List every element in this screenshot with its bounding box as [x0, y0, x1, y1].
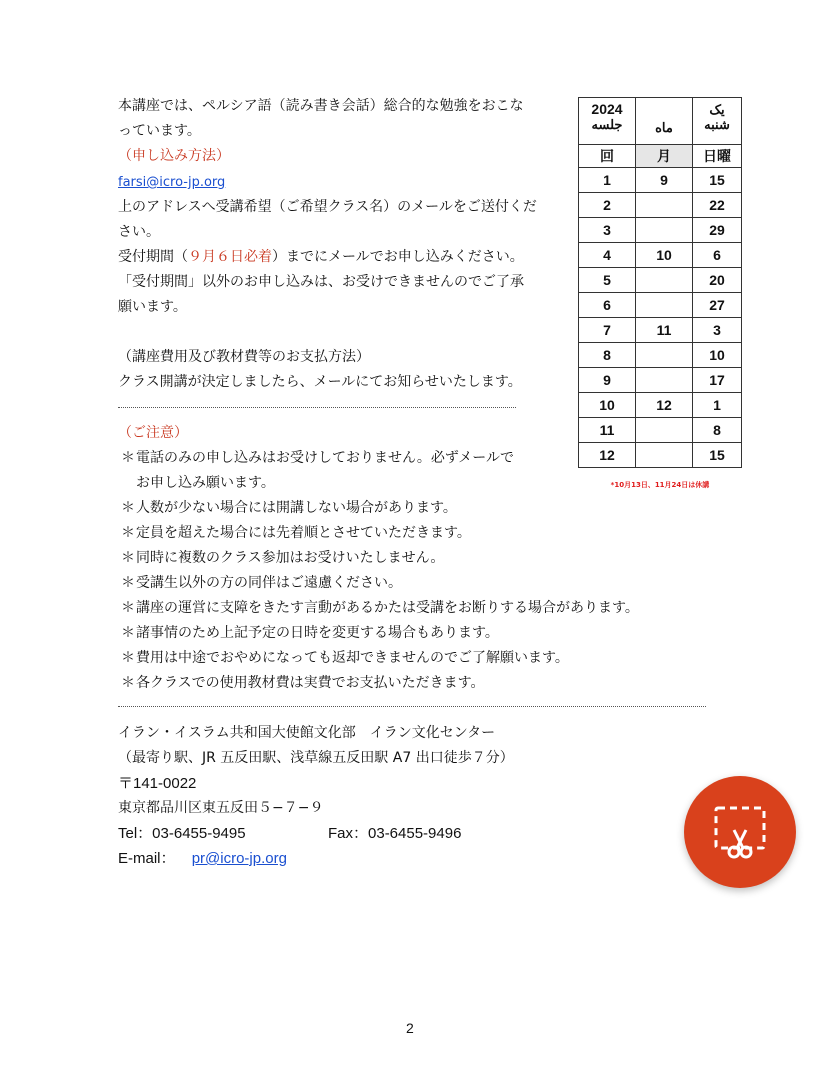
month — [636, 343, 693, 368]
month: 10 — [636, 243, 693, 268]
screenshot-scissors-icon — [684, 776, 796, 888]
payment-text: クラス開講が決定しましたら、メールにてお知らせいたします。 — [118, 374, 522, 390]
contact-email-link[interactable]: pr@icro-jp.org — [191, 850, 287, 867]
month — [636, 218, 693, 243]
session-number: 10 — [579, 393, 636, 418]
subheader-session: 回 — [579, 145, 636, 168]
day: 15 — [693, 168, 742, 193]
month — [636, 293, 693, 318]
contact-postal: 〒141-0022 — [118, 775, 197, 792]
schedule-row — [579, 293, 742, 318]
session-number: 1 — [579, 168, 636, 193]
note-item: ＊講座の運営に支障をきたす言動があるかたは受講をお断りする場合があります。 — [121, 600, 639, 616]
day: 17 — [693, 368, 742, 393]
month: 9 — [636, 168, 693, 193]
day: 29 — [693, 218, 742, 243]
month: 11 — [636, 318, 693, 343]
schedule-row — [579, 218, 742, 243]
note-item: ＊費用は中途でおやめになっても返却できませんのでご了解願います。 — [121, 650, 569, 666]
header-session: 2024 جلسه — [579, 98, 636, 145]
session-number: 2 — [579, 193, 636, 218]
schedule-row — [579, 243, 742, 268]
contact-tel: Tel：03-6455-9495 — [118, 825, 246, 842]
subheader-day: 日曜 — [693, 145, 742, 168]
month — [636, 418, 693, 443]
day: 20 — [693, 268, 742, 293]
subheader-month: 月 — [636, 145, 693, 168]
day: 10 — [693, 343, 742, 368]
session-number: 8 — [579, 343, 636, 368]
session-number: 7 — [579, 318, 636, 343]
session-number: 5 — [579, 268, 636, 293]
contact-address: 東京都品川区東五反田５−７−９ — [118, 800, 324, 816]
month — [636, 368, 693, 393]
schedule-row — [579, 368, 742, 393]
schedule-row — [579, 168, 742, 193]
note-item: ＊受講生以外の方の同伴はご遠慮ください。 — [121, 575, 402, 591]
divider — [118, 407, 516, 408]
schedule-row — [579, 393, 742, 418]
session-number: 4 — [579, 243, 636, 268]
session-number: 3 — [579, 218, 636, 243]
schedule-row — [579, 343, 742, 368]
apply-text-line-1: 上のアドレスへ受講希望（ご希望クラス名）のメールをご送付くだ — [118, 199, 537, 215]
payment-heading: （講座費用及び教材費等のお支払方法） — [118, 349, 370, 365]
day: 27 — [693, 293, 742, 318]
day: 3 — [693, 318, 742, 343]
period-note-line-2: 願います。 — [118, 299, 187, 315]
schedule-row — [579, 443, 742, 468]
session-number: 6 — [579, 293, 636, 318]
month — [636, 268, 693, 293]
contact-access: （最寄り駅、JR 五反田駅、浅草線五反田駅 A7 出口徒歩７分） — [118, 750, 514, 766]
note-item: ＊人数が少ない場合には開講しない場合があります。 — [121, 500, 457, 516]
schedule-footnote: *10月13日、11月24日は休講 — [610, 481, 710, 489]
session-number: 12 — [579, 443, 636, 468]
month: 12 — [636, 393, 693, 418]
day: 22 — [693, 193, 742, 218]
session-number: 11 — [579, 418, 636, 443]
header-month: ماه — [636, 98, 693, 145]
note-item-continued: お申し込み願います。 — [136, 475, 275, 491]
month — [636, 443, 693, 468]
intro-line-1: 本講座では、ペルシア語（読み書き会話）総合的な勉強をおこな — [118, 98, 524, 114]
day: 8 — [693, 418, 742, 443]
intro-line-2: っています。 — [118, 123, 201, 139]
note-item: ＊同時に複数のクラス参加はお受けいたしません。 — [121, 550, 445, 566]
note-item: ＊各クラスでの使用教材費は実費でお支払いただきます。 — [121, 675, 485, 691]
period-note-line-1: 「受付期間」以外のお申し込みは、お受けできませんのでご了承 — [118, 274, 524, 290]
schedule-row — [579, 268, 742, 293]
contact-email-label: E-mail： — [118, 850, 176, 867]
session-number: 9 — [579, 368, 636, 393]
day: 15 — [693, 443, 742, 468]
day: 6 — [693, 243, 742, 268]
schedule-row — [579, 318, 742, 343]
contact-email-row — [118, 846, 309, 871]
deadline: ９月６日必着 — [188, 249, 272, 265]
day: 1 — [693, 393, 742, 418]
screenshot-button[interactable] — [684, 776, 796, 888]
notes-heading: （ご注意） — [118, 425, 188, 441]
period-text: 受付期間（９月６日必着）までにメールでお申し込みください。 — [118, 249, 524, 265]
schedule-table — [578, 97, 742, 468]
divider — [118, 706, 706, 707]
note-item: ＊諸事情のため上記予定の日時を変更する場合もあります。 — [121, 625, 499, 641]
contact-fax: Fax：03-6455-9496 — [328, 825, 462, 842]
contact-org: イラン・イスラム共和国大使館文化部 イラン文化センター — [118, 725, 496, 741]
header-day: یک شنبه — [693, 98, 742, 145]
month — [636, 193, 693, 218]
page-number: 2 — [406, 1020, 414, 1036]
note-item: ＊電話のみの申し込みはお受けしておりません。必ずメールで — [121, 450, 514, 466]
note-item: ＊定員を超えた場合には先着順とさせていただきます。 — [121, 525, 471, 541]
apply-heading: （申し込み方法） — [118, 148, 230, 164]
schedule-row — [579, 193, 742, 218]
apply-text-line-2: さい。 — [118, 224, 160, 240]
apply-email-link[interactable]: farsi@icro-jp.org — [118, 175, 226, 190]
schedule-row — [579, 418, 742, 443]
